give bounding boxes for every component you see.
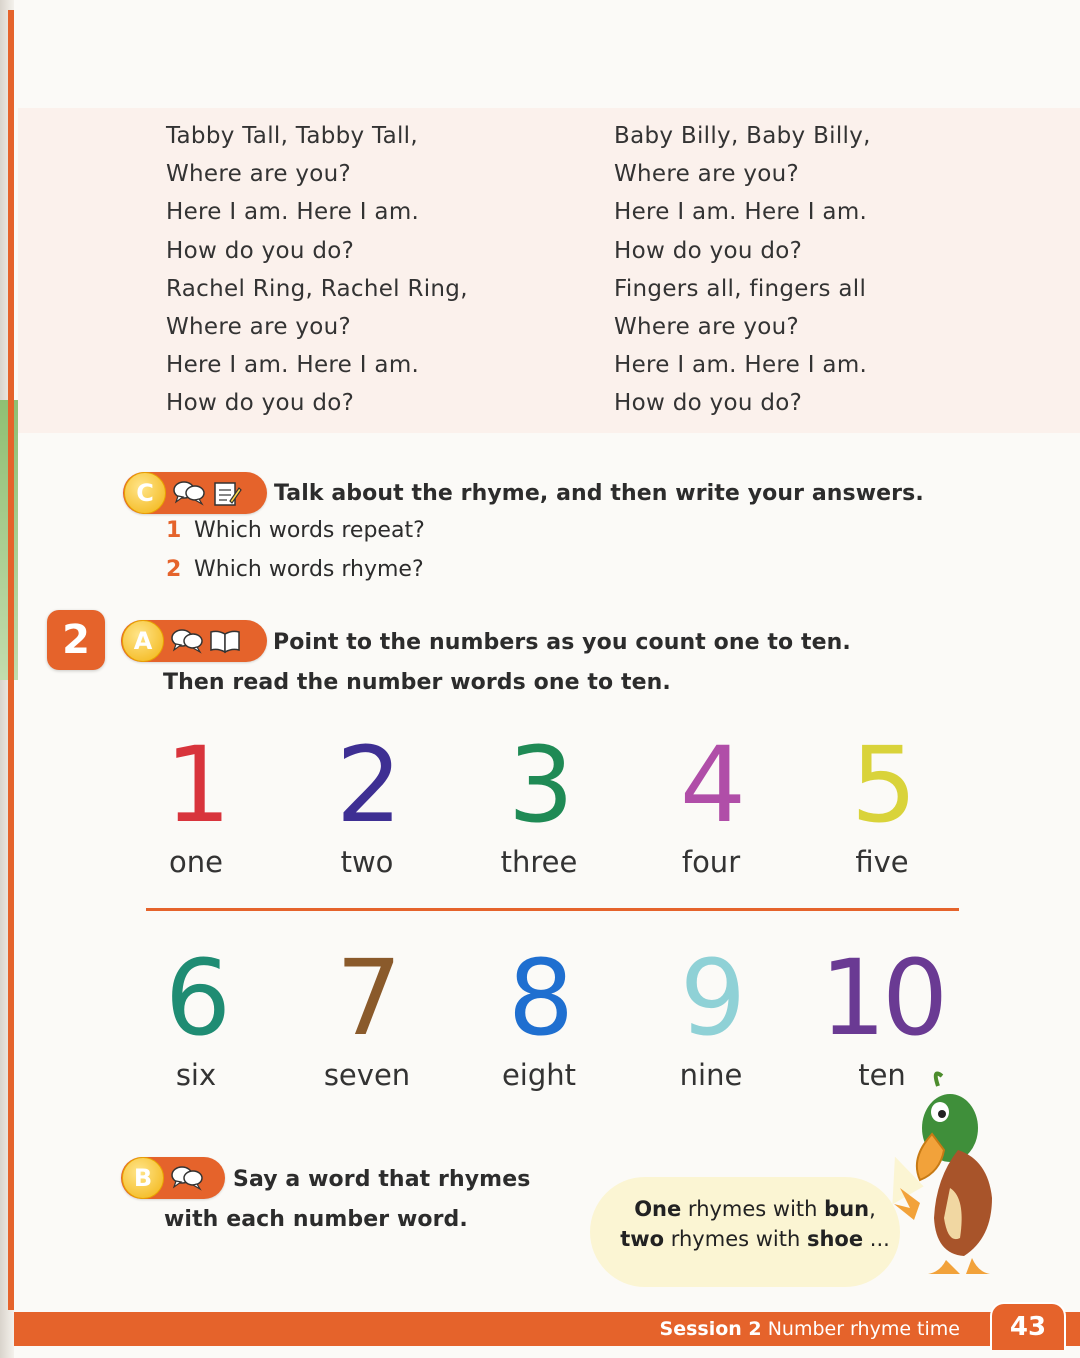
speech-bubbles-icon bbox=[170, 1164, 204, 1192]
rhyme-column-right bbox=[614, 117, 871, 423]
activity-b-badge bbox=[121, 1157, 225, 1199]
number-card-eight bbox=[459, 937, 619, 1093]
activity-a-instruction-line1: Point to the numbers as you count one to ten. bbox=[273, 630, 851, 655]
bubble-text: ... bbox=[863, 1227, 890, 1251]
question-number: 1 bbox=[166, 518, 182, 543]
rhyme-line: How do you do? bbox=[614, 237, 803, 264]
number-digit: 10 bbox=[819, 937, 945, 1059]
number-digit: 6 bbox=[164, 937, 228, 1059]
activity-letter: A bbox=[122, 620, 164, 662]
footer-session-title bbox=[660, 1318, 960, 1340]
notepad-pencil-icon bbox=[210, 479, 244, 507]
number-card-three bbox=[459, 724, 619, 880]
number-card-four bbox=[631, 724, 791, 880]
rhyme-line: How do you do? bbox=[166, 237, 355, 264]
question-item bbox=[166, 557, 424, 582]
activity-letter: C bbox=[124, 472, 166, 514]
rhyme-column-left bbox=[166, 117, 468, 423]
number-digit: 4 bbox=[679, 724, 743, 846]
rhyme-line: Where are you? bbox=[166, 313, 352, 340]
rhyme-line: Here I am. Here I am. bbox=[166, 352, 420, 379]
activity-b-instruction-line2: with each number word. bbox=[164, 1207, 468, 1232]
rhyme-line: Here I am. Here I am. bbox=[614, 199, 868, 226]
rhyme-line: Baby Billy, Baby Billy, bbox=[614, 123, 871, 149]
number-digit: 5 bbox=[850, 724, 914, 846]
number-word: nine bbox=[679, 1058, 743, 1092]
number-card-five bbox=[802, 724, 962, 880]
rhyme-line: Here I am. Here I am. bbox=[166, 199, 420, 226]
bubble-word: One bbox=[634, 1197, 682, 1221]
duck-character-icon bbox=[880, 1068, 1020, 1288]
rhyme-line: Fingers all, fingers all bbox=[614, 275, 867, 302]
rhyme-line: Where are you? bbox=[614, 161, 800, 188]
page-number: 43 bbox=[990, 1302, 1066, 1350]
number-digit: 7 bbox=[335, 937, 399, 1059]
question-number: 2 bbox=[166, 557, 182, 582]
rhyme-line: Where are you? bbox=[614, 313, 800, 340]
bubble-word: bun bbox=[824, 1197, 870, 1221]
number-card-nine bbox=[631, 937, 791, 1093]
question-item bbox=[166, 518, 425, 543]
bubble-text: , bbox=[869, 1197, 876, 1221]
session-label: Session 2 bbox=[659, 1318, 762, 1340]
number-rows-divider bbox=[146, 908, 959, 911]
number-word: one bbox=[169, 845, 223, 879]
session-title: Number rhyme time bbox=[761, 1318, 960, 1340]
number-word: five bbox=[855, 845, 909, 879]
number-word: four bbox=[681, 845, 741, 879]
rhyme-line: Rachel Ring, Rachel Ring, bbox=[166, 275, 468, 302]
number-word: two bbox=[340, 845, 394, 879]
activity-c-badge bbox=[123, 472, 267, 514]
rhyme-line: Here I am. Here I am. bbox=[614, 352, 868, 379]
question-text: Which words rhyme? bbox=[194, 557, 424, 582]
bubble-word: shoe bbox=[806, 1227, 864, 1251]
speech-bubbles-icon bbox=[172, 479, 206, 507]
number-card-six bbox=[116, 937, 276, 1093]
number-word: ten bbox=[858, 1058, 906, 1092]
number-card-two bbox=[287, 724, 447, 880]
number-card-one bbox=[116, 724, 276, 880]
activity-a-instruction-line2: Then read the number words one to ten. bbox=[163, 670, 671, 695]
question-text: Which words repeat? bbox=[194, 518, 425, 543]
rhyme-line: Where are you? bbox=[166, 161, 352, 188]
number-word: six bbox=[175, 1058, 217, 1092]
number-digit: 3 bbox=[507, 724, 571, 846]
bubble-text: rhymes with bbox=[664, 1227, 807, 1251]
left-accent-strip bbox=[8, 10, 14, 1310]
rhyme-line: Tabby Tall, Tabby Tall, bbox=[166, 123, 418, 149]
activity-a-badge bbox=[121, 620, 267, 662]
bubble-text: rhymes with bbox=[681, 1197, 825, 1221]
activity-b-instruction-line1: Say a word that rhymes bbox=[233, 1167, 531, 1192]
number-word: three bbox=[500, 845, 578, 879]
activity-c-instruction: Talk about the rhyme, and then write your answers. bbox=[274, 481, 924, 506]
rhyme-line: How do you do? bbox=[614, 390, 803, 417]
speech-bubble-text bbox=[620, 1194, 890, 1254]
number-word: eight bbox=[501, 1058, 577, 1092]
number-digit: 8 bbox=[507, 937, 571, 1059]
number-digit: 2 bbox=[335, 724, 399, 846]
open-book-icon bbox=[208, 627, 242, 655]
rhyme-line: How do you do? bbox=[166, 390, 355, 417]
number-digit: 1 bbox=[164, 724, 228, 846]
section-number-badge: 2 bbox=[47, 610, 105, 670]
number-word: seven bbox=[323, 1058, 411, 1092]
bubble-word: two bbox=[620, 1227, 665, 1251]
number-digit: 9 bbox=[679, 937, 743, 1059]
speech-bubbles-icon bbox=[170, 627, 204, 655]
number-card-seven bbox=[287, 937, 447, 1093]
activity-letter: B bbox=[122, 1157, 164, 1199]
